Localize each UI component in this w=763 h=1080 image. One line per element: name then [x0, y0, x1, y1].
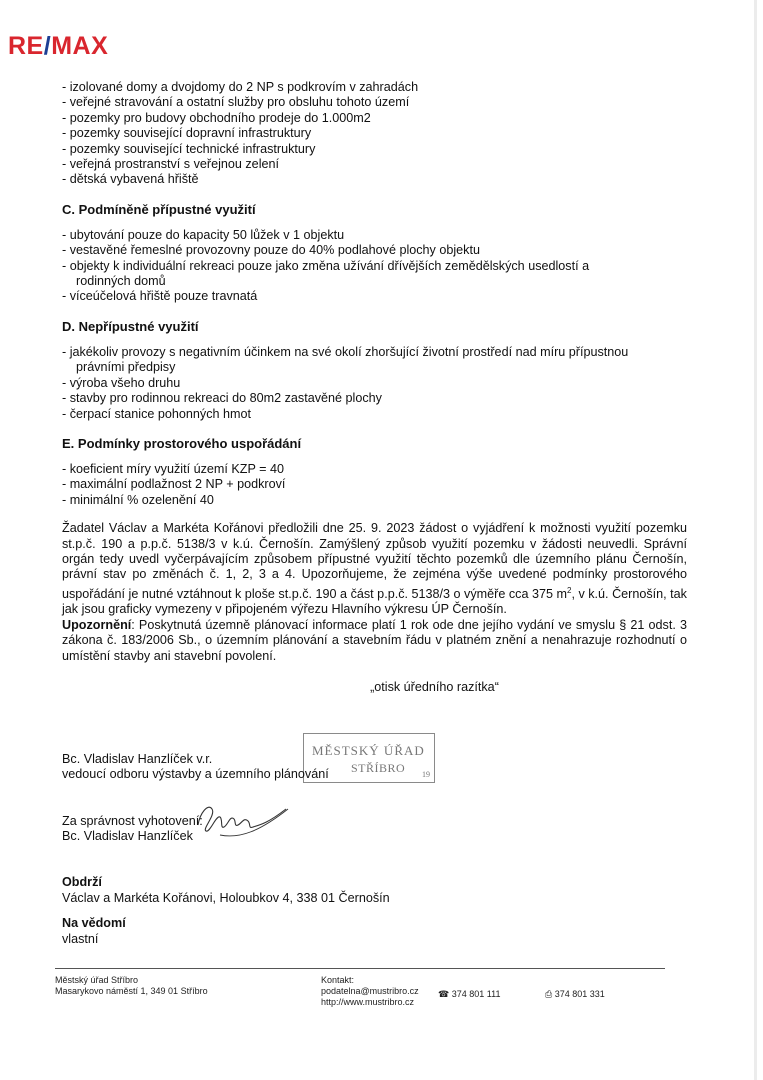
- list-item: - ubytování pouze do kapacity 50 lůžek v 1 objektu: [62, 227, 345, 242]
- list-item: - izolované domy a dvojdomy do 2 NP s podkrovím v zahradách: [62, 80, 419, 94]
- list-item: - jakékoliv provozy s negativním účinkem na své okolí zhoršující životní prostředí nad míru přípustnou právními předpisy: [62, 344, 629, 375]
- stamp-line-2: STŘÍBRO: [351, 761, 406, 775]
- footer-web: http://www.mustribro.cz: [321, 997, 415, 1007]
- stamp-number: 19: [422, 770, 430, 779]
- list-item: - výroba všeho druhu: [62, 375, 181, 390]
- signatory-block: [62, 752, 329, 782]
- footer-divider: [55, 968, 665, 969]
- logo-text-max: MAX: [51, 32, 109, 60]
- footer-email: podatelna@mustribro.cz: [321, 986, 419, 996]
- info-value: vlastní: [62, 931, 99, 946]
- footer-office: [55, 975, 208, 997]
- footer-address: Masarykovo náměstí 1, 349 01 Stříbro: [55, 986, 208, 996]
- list-item: - veřejná prostranství s veřejnou zelení: [62, 157, 279, 172]
- conditional-uses-list: [62, 228, 687, 305]
- signatory-role: vedoucí odboru výstavby a územního plánování: [62, 767, 329, 781]
- logo-text-re: RE: [8, 32, 44, 60]
- list-item: - objekty k individuální rekreaci pouze jako změna užívání dřívějších zemědělských usedlostí a rodinných domů: [62, 258, 590, 289]
- list-item: - koeficient míry využití území KZP = 40: [62, 461, 284, 476]
- correctness-name: Bc. Vladislav Hanzlíček: [62, 829, 193, 843]
- spatial-conditions-list: [62, 462, 687, 508]
- recipients-block: [62, 875, 390, 947]
- list-item: - pozemky pro budovy obchodního prodeje do 1.000m2: [62, 110, 371, 125]
- list-item: - minimální % ozelenění 40: [62, 492, 214, 507]
- list-item: - stavby pro rodinnou rekreaci do 80m2 zastavěné plochy: [62, 391, 382, 406]
- list-item: - vestavěné řemeslné provozovny pouze do 40% podlahové plochy objektu: [62, 243, 480, 258]
- list-item: - pozemky související technické infrastruktury: [62, 141, 316, 156]
- footer-contact: [321, 975, 419, 1008]
- fax-icon: ⎙: [545, 989, 553, 999]
- correctness-label: Za správnost vyhotovení:: [62, 814, 203, 828]
- main-paragraph: Žadatel Václav a Markéta Kořánovi předložili dne 25. 9. 2023 žádost o vyjádření k možnosti využití pozemku st.p.č. 190 a p.p.č. 5138/3 v k.ú. Černošín. Zamýšlený způsob využití pozemku v žádosti neuvedli. Správní orgán tedy uvedl vyčerpávajícím způsobem přípustné využití těchto pozemků dle územního plánu Černošín, právní stav po změnách č. 1, 2, 3 a 4. Upozorňujeme, že zejména výše uvedené podmínky prostorového uspořádání je nutné vztáhnout k ploše st.p.č. 190 a část p.p.č. 5138/3 o výměře cca 375 $m^2$, v k.ú. Černošín, tak jak jsou graficky vymezeny v připojeném výřezu Hlavního výkresu ÚP Černošín.: [62, 521, 687, 617]
- footer-phone: ☎ 374 801 111: [438, 989, 501, 999]
- info-heading: Na vědomí: [62, 916, 126, 930]
- footer-fax: ⎙ 374 801 331: [545, 989, 605, 999]
- list-item: - čerpací stanice pohonných hmot: [62, 406, 252, 421]
- prohibited-uses-list: [62, 345, 687, 422]
- section-e-heading: E. Podmínky prostorového uspořádání: [62, 435, 302, 451]
- remax-logo: [8, 32, 108, 61]
- stamp-line-1: MĚSTSKÝ ÚŘAD: [312, 743, 425, 758]
- section-c-heading: C. Podmíněně přípustné využití: [62, 201, 256, 217]
- document-body: [62, 80, 687, 695]
- signatory-name: Bc. Vladislav Hanzlíček v.r.: [62, 752, 213, 766]
- footer-office-name: Městský úřad Stříbro: [55, 975, 139, 985]
- list-item: - víceúčelová hřiště pouze travnatá: [62, 289, 258, 304]
- scan-edge: [754, 0, 757, 1080]
- section-d-heading: D. Nepřípustné využití: [62, 318, 199, 334]
- list-item: - dětská vybavená hřiště: [62, 172, 199, 187]
- phone-icon: ☎: [438, 989, 450, 999]
- recipients-heading: Obdrží: [62, 875, 102, 889]
- handwritten-signature: [190, 795, 300, 843]
- correctness-block: [62, 814, 203, 844]
- allowed-uses-list: [62, 80, 687, 188]
- footer-contact-label: Kontakt:: [321, 975, 355, 985]
- list-item: - pozemky související dopravní infrastruktury: [62, 126, 312, 141]
- list-item: - maximální podlažnost 2 NP + podkroví: [62, 477, 286, 492]
- list-item: - veřejné stravování a ostatní služby pro obsluhu tohoto území: [62, 95, 410, 110]
- notice-paragraph: Upozornění: Poskytnutá územně plánovací informace platí 1 rok ode dne jejího vydání ve smyslu § 21 odst. 3 zákona č. 183/2006 Sb., o územním plánování a stavebním řádu v platném znění a nenahrazuje rozhodnutí o umístění stavby ani stavební povolení.: [62, 617, 687, 663]
- stamp-caption: „otisk úředního razítka“: [370, 679, 499, 694]
- logo-slash: /: [43, 32, 52, 60]
- notice-label: Upozornění: [62, 617, 132, 632]
- recipients-value: Václav a Markéta Kořánovi, Holoubkov 4, 338 01 Černošín: [62, 890, 390, 905]
